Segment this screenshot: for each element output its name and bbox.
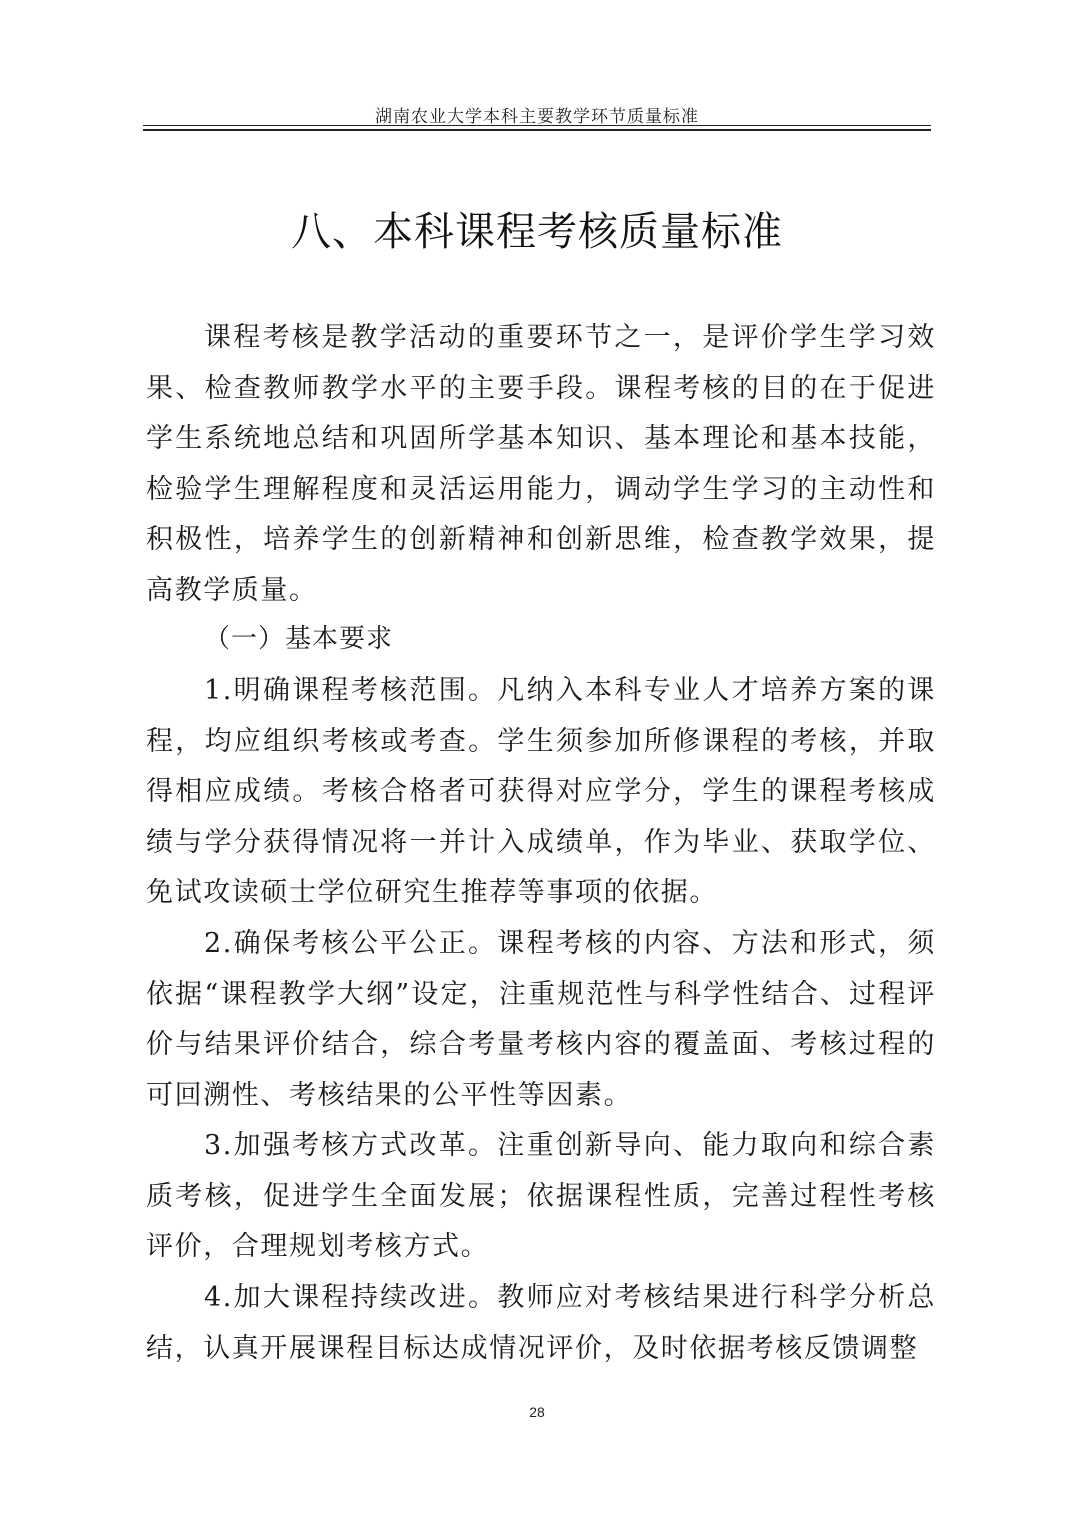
running-header: 湖南农业大学本科主要教学环节质量标准 [375,107,699,127]
requirement-item-1: 1.明确课程考核范围。凡纳入本科专业人才培养方案的课程，均应组织考核或考查。学生须参加所修课程的考核，并取得相应成绩。考核合格者可获得对应学分，学生的课程考核成绩与学分获得情况将一并计入成绩单，作为毕业、获取学位、免试攻读硕士学位研究生推荐等事项的依据。 [146,675,936,908]
intro-paragraph: 课程考核是教学活动的重要环节之一，是评价学生学习效果、检查教师教学水平的主要手段。课程考核的目的在于促进学生系统地总结和巩固所学基本知识、基本理论和基本技能，检验学生理解程度和灵活运用能力，调动学生学习的主动性和积极性，培养学生的创新精神和创新思维，检查教学效果，提高教学质量。 [146,322,936,606]
header-rule-thin [143,125,931,126]
section-heading-basic-requirements: （一）基本要求 [204,624,394,654]
page-number: 28 [529,1404,545,1420]
document-title: 八、本科课程考核质量标准 [291,209,783,255]
header-rule-thick [143,129,931,131]
requirement-item-4: 4.加大课程持续改进。教师应对考核结果进行科学分析总结，认真开展课程目标达成情况评价，及时依据考核反馈调整 [146,1282,936,1364]
requirement-item-2: 2.确保考核公平公正。课程考核的内容、方法和形式，须依据“课程教学大纲”设定，注重规范性与科学性结合、过程评价与结果评价结合，综合考量考核内容的覆盖面、考核过程的可回溯性、考核结果的公平性等因素。 [146,928,936,1111]
requirement-item-3: 3.加强考核方式改革。注重创新导向、能力取向和综合素质考核，促进学生全面发展；依据课程性质，完善过程性考核评价，合理规划考核方式。 [146,1130,936,1262]
